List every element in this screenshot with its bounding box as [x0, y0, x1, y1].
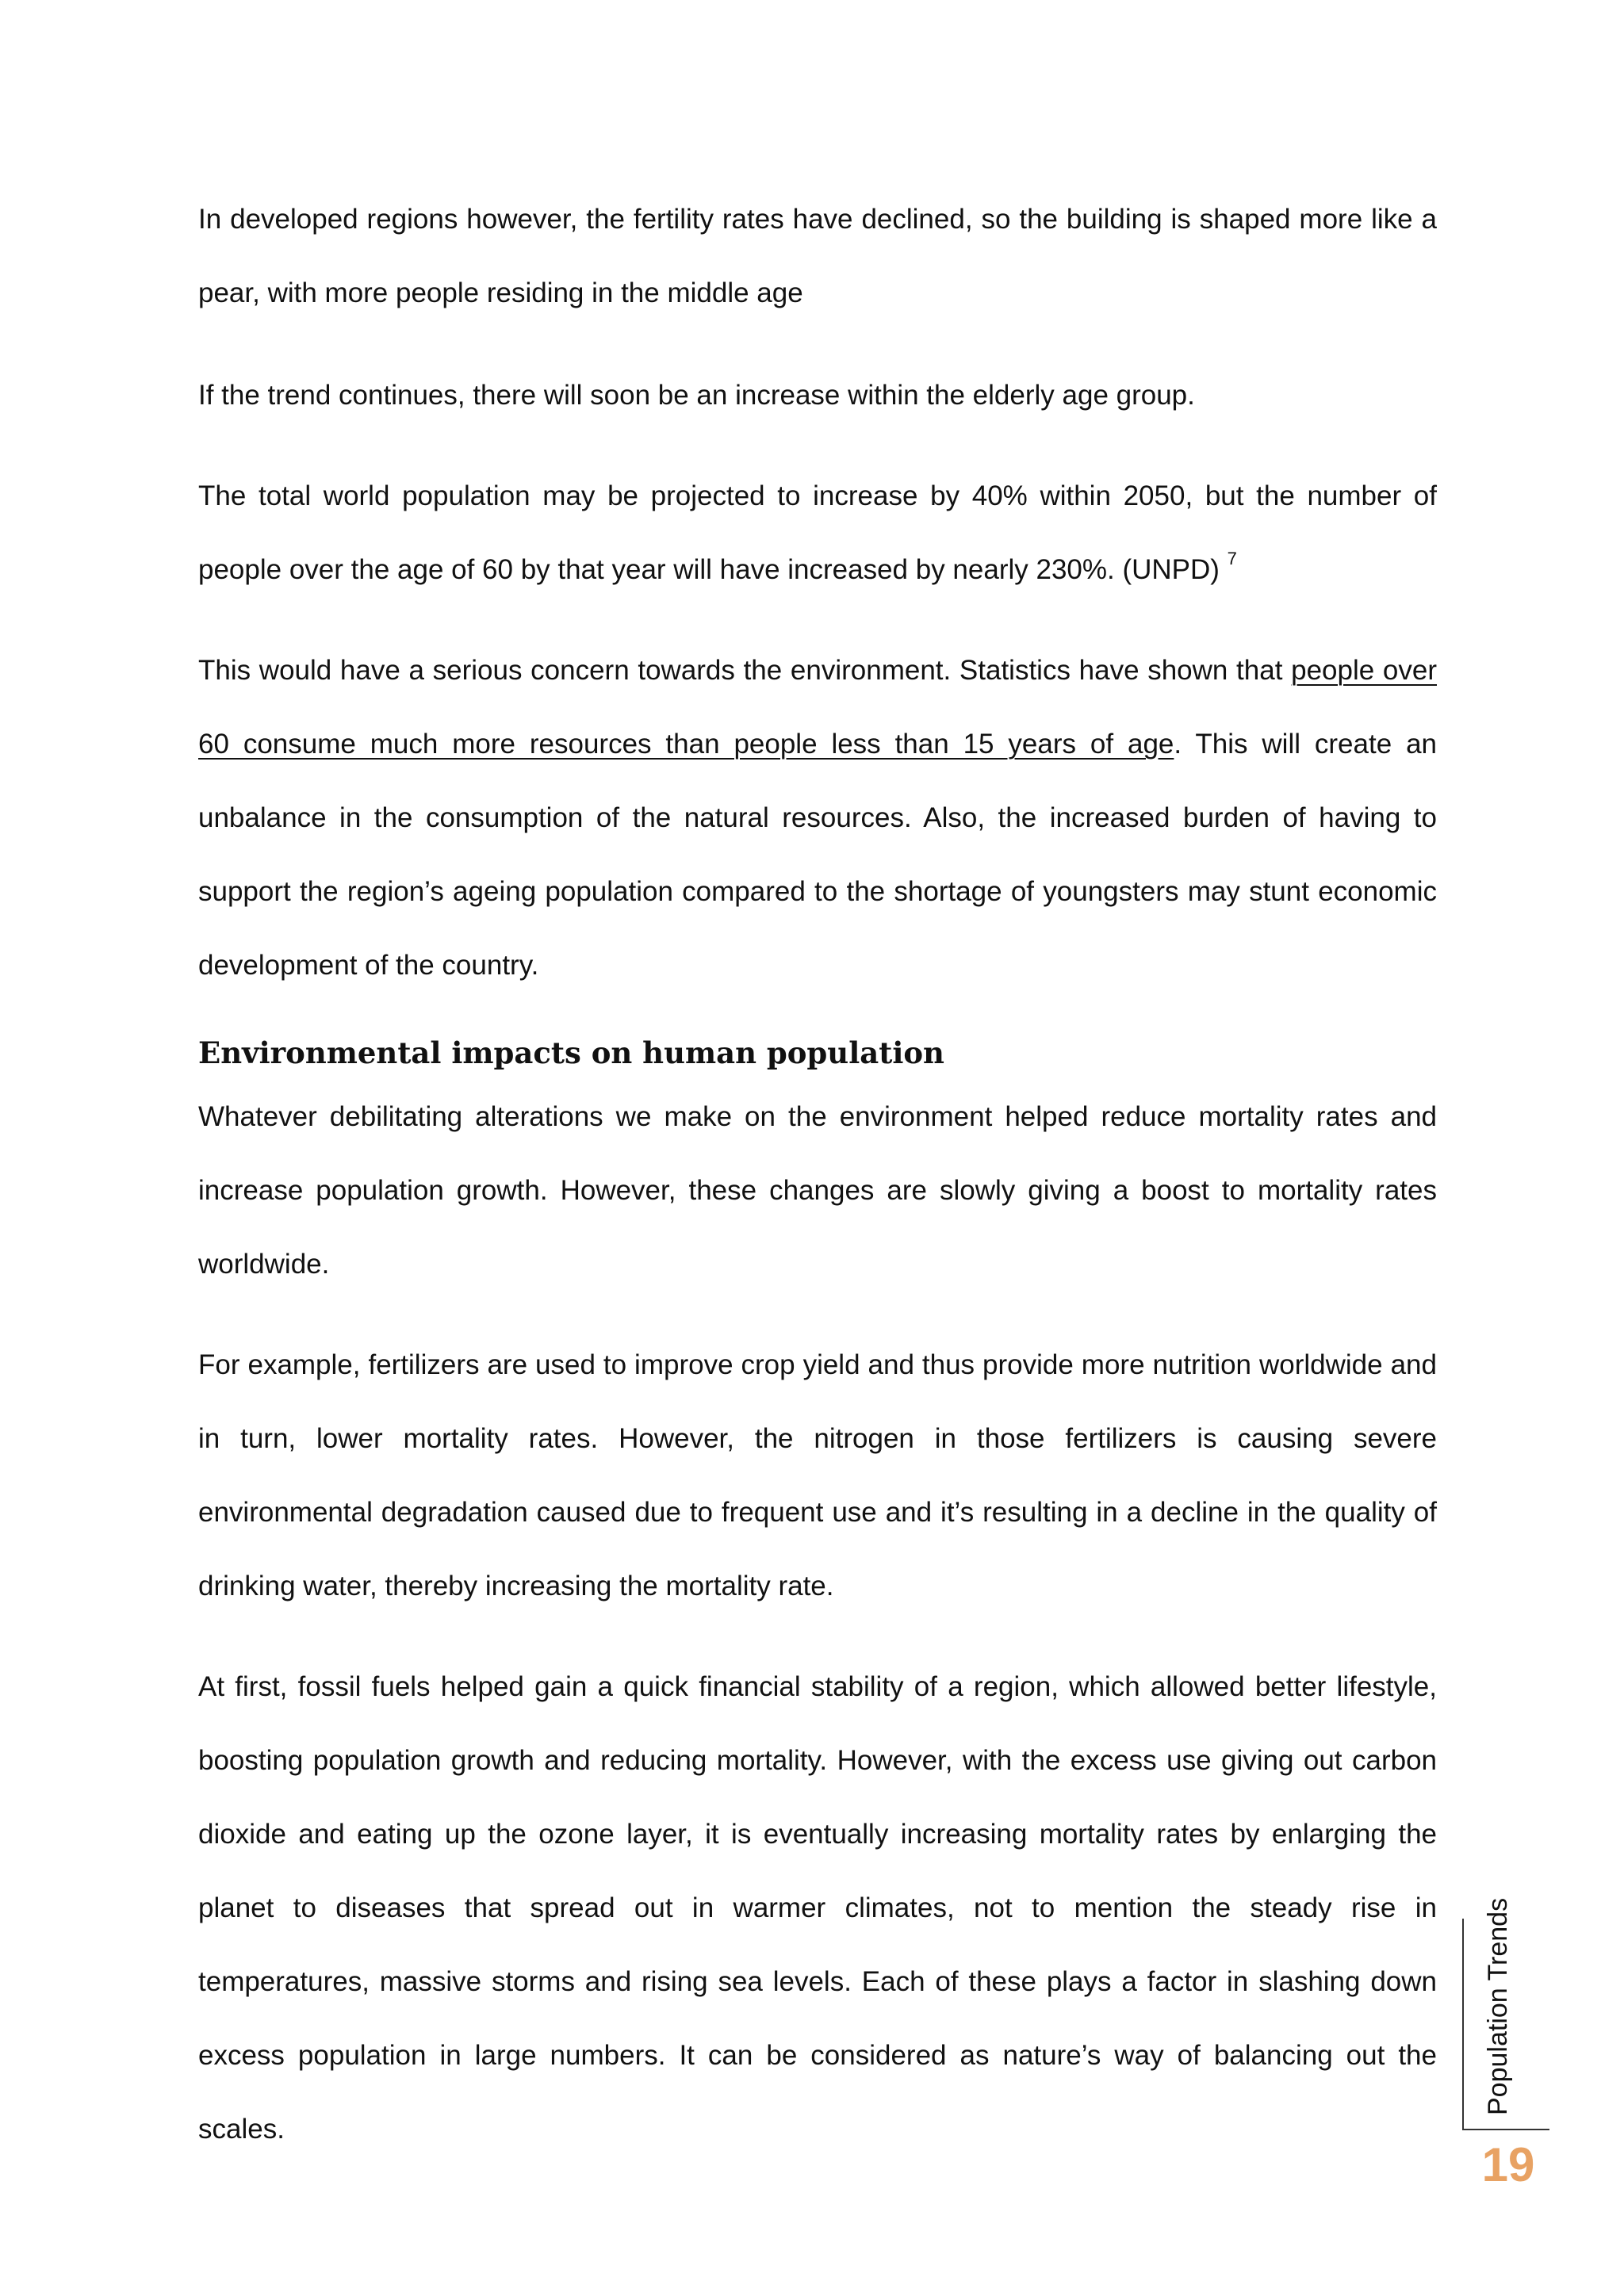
- underlined-statistic: people over 60 consume much more resources than people less than 15 years of age: [198, 655, 1437, 760]
- paragraph-trend-continues: If the trend continues, there will soon be an increase within the elderly age group.: [198, 380, 1195, 411]
- footnote-marker: 7: [1227, 549, 1237, 568]
- paragraph-debilitating-alterations: Whatever debilitating alterations we make on the environment helped reduce mortality rates and increase population growth. However, these changes are slowly giving a boost to mortality rates worldwide.: [198, 1101, 1437, 1280]
- paragraph-world-population-text: The total world population may be projected to increase by 40% within 2050, but the number of people over the age of 60 by that year will have increased by nearly 230%. (UNPD): [198, 480, 1437, 585]
- section-heading: Environmental impacts on human population: [198, 1035, 944, 1070]
- page-body: [198, 182, 1437, 2193]
- paragraph-world-population: [198, 459, 1437, 607]
- paragraph-fertilizers: For example, fertilizers are used to improve crop yield and thus provide more nutrition worldwide and in turn, lower mortality rates. However, the nitrogen in those fertilizers is causing severe environmental degradation caused due to frequent use and it’s resulting in a decline in the quality of drinking water, thereby increasing the mortality rate.: [198, 1349, 1437, 1601]
- paragraph-environment-concern: [198, 633, 1437, 1002]
- section-label: Population Trends: [1483, 1897, 1513, 2115]
- paragraph-environment-concern-lead: This would have a serious concern towards the environment. Statistics have shown that: [198, 655, 1292, 686]
- paragraph-developed-regions: In developed regions however, the fertility rates have declined, so the building is shaped more like a pear, with more people residing in the middle age: [198, 204, 1437, 308]
- footer-vertical-rule: [1462, 1919, 1464, 2129]
- paragraph-fossil-fuels: At first, fossil fuels helped gain a quick financial stability of a region, which allowed better lifestyle, boosting population growth and reducing mortality. However, with the excess use giving out carbon dioxide and eating up the ozone layer, it is eventually increasing mortality rates by enlarging the planet to diseases that spread out in warmer climates, not to mention the steady rise in temperatures, massive storms and rising sea levels. Each of these plays a factor in slashing down excess population in large numbers. It can be considered as nature’s way of balancing out the scales.: [198, 1671, 1437, 2145]
- page-number: 19: [1481, 2138, 1535, 2191]
- paragraph-environment-concern-tail: . This will create an unbalance in the consumption of the natural resources. Also, the increased burden of having to support the region’s ageing population compared to the shortage of youngsters may stunt economic development of the country.: [198, 729, 1437, 981]
- footer-divider: [1462, 2129, 1549, 2130]
